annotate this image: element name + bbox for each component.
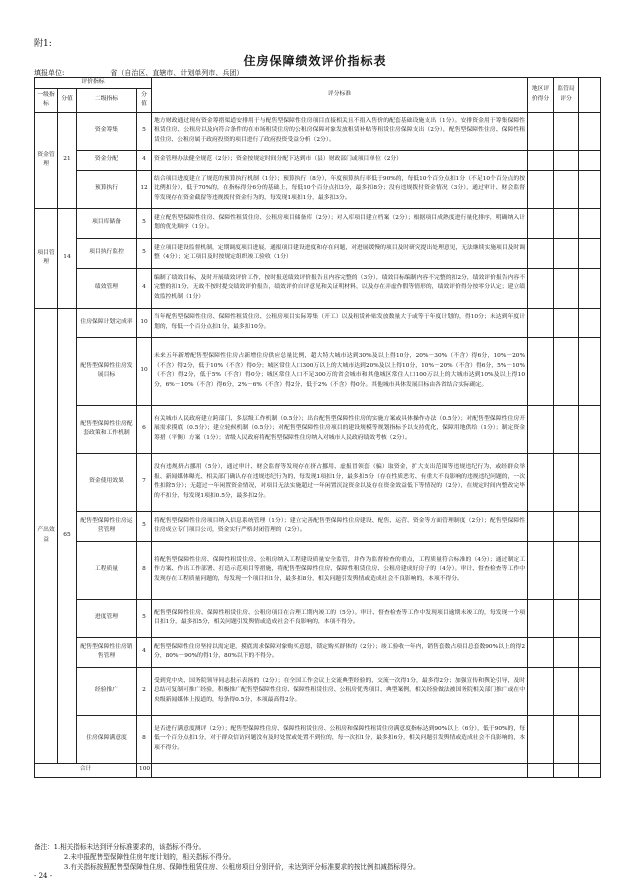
blank-cell <box>579 599 601 637</box>
header-standard: 评分标准 <box>152 78 528 113</box>
supervise-score-cell[interactable] <box>554 308 579 337</box>
supervise-score-cell[interactable] <box>554 715 579 763</box>
supervise-score-cell[interactable] <box>554 112 579 150</box>
indicator-name: 配售型保障性住房配套政策和工作机制 <box>77 405 137 453</box>
table-row <box>35 308 601 337</box>
indicator-score: 10 <box>137 308 152 337</box>
local-score-cell[interactable] <box>528 268 554 308</box>
indicator-standard: 是否进行满意度测评（2分）；配售型保障性住房、保障性租赁住房、公租房和保障性租赁住房满意度指标达到90%以上（6分），低于90%的，每低一个百分点扣1分，对于群众信访问题没有及时处置或处置不到位的，每一次扣1分，最多扣6分，相关问题引发舆情或造成社会不良影响的，本项不得分。 <box>152 715 528 763</box>
indicator-standard: 受到党中央、国务院领导同志批示表扬的（2分）；在全国工作会议上交流典型经验的，交流一次得1分，最多得2分；加强宣传和舆论引导，及时总结可复制可推广经验，积极推广配售型保障性住房、保障性租赁住房、公租房优秀项目、典型案例，相关经验做法被国务院相关部门推广或在中央级新闻媒体上报道的，每条得0.5分，本项最高得2分。 <box>152 667 528 715</box>
local-score-cell[interactable] <box>528 238 554 268</box>
indicator-standard: 地方财政通过现有资金筹措渠道安排用于与配售型保障性住房项目直接相关且不捐入售价的配套基础设施支出（1分）。安排资金用于筹集保障性租赁住房、公租房以及向符合条件的在市场租赁住房的公租房保障对象发放租赁补贴等租赁住房保障支出（2分），配售型保障性住房、保障性租赁住房、公租房属于政府投资的项目进行了政府投资受益分析（2分）。 <box>152 112 528 150</box>
indicator-name: 住房保障计划完成率 <box>77 308 137 337</box>
blank-cell <box>579 337 601 405</box>
blank-cell <box>579 405 601 453</box>
indicator-standard: 配售型保障性住房坚持以需定建，摸底需求保障对象购买意愿，锁定购买群体的（2分）；竣工验收一年内，销售套数占项目总套数90%以上的得2分，80%－90%的得1分，80%以下的不得分。 <box>152 637 528 667</box>
indicator-score: 4 <box>137 150 152 170</box>
indicator-name: 资金筹集 <box>77 112 137 150</box>
header-level1: 一级指标 <box>35 88 58 112</box>
local-score-cell[interactable] <box>528 308 554 337</box>
indicator-score: 5 <box>137 599 152 637</box>
blank-cell <box>579 268 601 308</box>
notes <box>34 842 420 872</box>
indicator-name: 配售型保障性住房发展目标 <box>77 337 137 405</box>
supervise-score-cell[interactable] <box>554 238 579 268</box>
table-row <box>35 208 601 238</box>
local-score-cell[interactable] <box>528 453 554 511</box>
indicator-score: 12 <box>137 170 152 208</box>
supervise-score-cell[interactable] <box>554 170 579 208</box>
indicator-name: 项目执行监控 <box>77 238 137 268</box>
blank-cell <box>579 637 601 667</box>
indicator-score: 5 <box>137 208 152 238</box>
table-row <box>35 112 601 150</box>
indicator-name: 配售型保障性住房销售管理 <box>77 637 137 667</box>
supervise-score-cell[interactable] <box>554 637 579 667</box>
indicator-name: 项目库储备 <box>77 208 137 238</box>
local-score-cell[interactable] <box>528 112 554 150</box>
indicator-score: 4 <box>137 637 152 667</box>
blank-cell <box>579 238 601 268</box>
table-row <box>35 541 601 599</box>
indicator-standard: 未来五年新增配售型保障性住房占新增住房供应总量比例，超大特大城市达到30%及以上得10分，20%－30%（不含）得6分，10%－20%（不含）得2分，低于10%（不含）得0分；城区常住人口300万以上的大城市达到20%及以上得10分，10%－20%（不含）得6分，5%－10%（不含）得2分，低于5%（不含）得0分；城区常住人口不足300万的省会城市和其他城区常住人口100万以上的大城市达到10%及以上得10分，6%－10%（不含）得6分，2%－6%（不含）得2分，低于2%（不含）得0分。其他城市具体发展目标由各省结合实际确定。 <box>152 337 528 405</box>
local-score-cell[interactable] <box>528 405 554 453</box>
local-score-cell[interactable] <box>528 599 554 637</box>
indicator-standard: 编制了绩效目标，及时开展绩效评价工作，按时报送绩效评价报告且内容完整的（3分），绩效目标编制内容不完整的扣2分，绩效评价报告内容不完整的扣1分，无故不按时提交绩效评价报告，绩效评价自评意见和关证明材料，以及存在弄虚作假等情形的，绩效评价得分按零分认定；建立绩效监控机制（1分） <box>152 268 528 308</box>
group-name: 产出效益 <box>35 308 58 763</box>
group-name: 资金管理 <box>35 112 58 208</box>
table-row <box>35 667 601 715</box>
local-score-cell[interactable] <box>528 667 554 715</box>
indicator-name: 绩效管理 <box>77 268 137 308</box>
table-row <box>35 715 601 763</box>
indicator-standard: 当年配售型保障性住房、保障性租赁住房、公租房项目实际筹集（开工）以及租赁补贴发放数量大于或等于年度计划的，得10分；未达到年度计划的，每低一个百分点扣1分，最多扣10分。 <box>152 308 528 337</box>
local-score-cell[interactable] <box>528 541 554 599</box>
table-row <box>35 238 601 268</box>
indicator-score: 5 <box>137 112 152 150</box>
indicator-name: 资金使用效果 <box>77 453 137 511</box>
indicator-score: 2 <box>137 667 152 715</box>
indicator-standard: 配售型保障性住房、保障性租赁住房、公租房项目在合理工期内竣工的（5分）。审计、督查检查等工作中发现项目逾期未竣工的，每发现一个项目扣1分，最多扣5分，相关问题引发舆情或造成社会不良影响的，本项不得分。 <box>152 599 528 637</box>
header-level2: 二级指标 <box>77 88 137 112</box>
indicator-score: 4 <box>137 268 152 308</box>
local-score-cell[interactable] <box>528 511 554 541</box>
note-line: 3.有关指标按照配售型保障性住房、保障性租赁住房、公租房项目分别评价，未达到评分标准要求的按比例扣减指标得分。 <box>64 863 420 871</box>
total-row <box>35 763 601 777</box>
indicator-standard: 将配售型保障性住房项目纳入信息系统管理（1分）；建立完善配售型保障性住房建设、配售、运营、资金等方面管理制度（2分）；配售型保障性住房成立专门项目公司，资金实行严格封闭管理的（2分）。 <box>152 511 528 541</box>
indicator-score: 10 <box>137 337 152 405</box>
header-local-score: 地区评价得分 <box>528 78 554 113</box>
blank-cell <box>579 150 601 170</box>
header-blank <box>579 78 601 113</box>
indicator-score: 7 <box>137 453 152 511</box>
indicator-standard: 结合项目进度建立了规范的预算执行机制（1分）；预算执行（8分），年度预算执行率低于90%的，每低10个百分点扣1分（不足10个百分点的按比例扣分），低于70%的，在指标得分6分的基础上，每低10个百分点扣3分，最多扣8分；没有违规拨付资金情况（3分），通过审计、财会监督等发现存在资金截留等违规拨付资金行为的，每发现1项扣1分，最多扣3分。 <box>152 170 528 208</box>
header-eval-indicator: 评价指标 <box>35 78 152 89</box>
table-row <box>35 170 601 208</box>
group-name: 项目管理 <box>35 208 58 308</box>
indicator-name: 预算执行 <box>77 170 137 208</box>
indicator-score: 5 <box>137 238 152 268</box>
indicator-standard: 建立配售型保障性住房、保障性租赁住房、公租房项目储备库（2分）；对入库项目建立档案（2分）；根据项目成熟度进行量化排序，明确纳入计划的优先顺序（1分）。 <box>152 208 528 238</box>
indicator-standard: 资金管理办法健全规范（2分）；资金按规定时间分配下达到市（县）财政部门或项目单位（2分） <box>152 150 528 170</box>
supervise-score-cell[interactable] <box>554 208 579 238</box>
local-score-cell[interactable] <box>528 637 554 667</box>
blank-cell <box>579 453 601 511</box>
indicator-score: 8 <box>137 715 152 763</box>
note-line: 2.未申报配售型保障性住房年度计划的，相关指标不得分。 <box>64 853 236 861</box>
table-row <box>35 405 601 453</box>
page-number: - 24 - <box>34 872 53 880</box>
blank-cell <box>579 208 601 238</box>
blank-cell <box>579 112 601 150</box>
local-score-cell[interactable] <box>528 150 554 170</box>
indicator-score: 5 <box>137 511 152 541</box>
header-supervise-score: 监管局评分 <box>554 78 579 113</box>
indicator-name: 住房保障满意度 <box>77 715 137 763</box>
table-row <box>35 599 601 637</box>
evaluation-table <box>34 77 601 778</box>
supervise-score-cell[interactable] <box>554 541 579 599</box>
fill-unit-suffix: 省（自治区、直辖市、计划单列市、兵团） <box>110 69 244 77</box>
fill-unit-label: 填报单位: <box>34 69 65 77</box>
total-score: 100 <box>137 763 152 777</box>
blank-cell <box>579 541 601 599</box>
group-score: 14 <box>58 208 77 308</box>
table-row <box>35 637 601 667</box>
indicator-name: 资金分配 <box>77 150 137 170</box>
appendix-label: 附1: <box>34 39 52 49</box>
indicator-score: 6 <box>137 405 152 453</box>
total-label: 合计 <box>35 763 137 777</box>
total-standard-cell <box>152 763 528 777</box>
blank-cell <box>579 667 601 715</box>
group-score: 65 <box>58 308 77 763</box>
table-row <box>35 268 601 308</box>
table-row <box>35 337 601 405</box>
blank-cell <box>579 308 601 337</box>
indicator-name: 经验推广 <box>77 667 137 715</box>
supervise-score-cell[interactable] <box>554 763 579 777</box>
supervise-score-cell[interactable] <box>554 667 579 715</box>
note-line: 备注：1.相关指标未达到评分标准要求的，该指标不得分。 <box>34 843 206 851</box>
local-score-cell[interactable] <box>528 763 554 777</box>
table-header <box>35 78 601 113</box>
indicator-name: 进度管理 <box>77 599 137 637</box>
local-score-cell[interactable] <box>528 208 554 238</box>
supervise-score-cell[interactable] <box>554 453 579 511</box>
blank-cell <box>579 763 601 777</box>
supervise-score-cell[interactable] <box>554 150 579 170</box>
table-row <box>35 453 601 511</box>
supervise-score-cell[interactable] <box>554 511 579 541</box>
indicator-score: 8 <box>137 541 152 599</box>
indicator-standard: 建立项目建设监督机制，定期调度项目进展，通报项目建设进度和存在问题，对进展缓慢的项目及时研究提出处理意见，无法继续实施项目及时调整（4分）；定工项目及时按规定组织竣工验收（1分） <box>152 238 528 268</box>
supervise-score-cell[interactable] <box>554 599 579 637</box>
local-score-cell[interactable] <box>528 170 554 208</box>
header-score: 分值 <box>58 88 77 112</box>
group-score: 21 <box>58 112 77 208</box>
local-score-cell[interactable] <box>528 715 554 763</box>
header-score2: 分值 <box>137 88 152 112</box>
table-body <box>35 112 601 777</box>
table-row <box>35 150 601 170</box>
blank-cell <box>579 715 601 763</box>
supervise-score-cell[interactable] <box>554 268 579 308</box>
local-score-cell[interactable] <box>528 337 554 405</box>
indicator-name: 工程质量 <box>77 541 137 599</box>
table-row <box>35 511 601 541</box>
indicator-name: 配售型保障性住房运营管理 <box>77 511 137 541</box>
page-title: 住房保障绩效评价指标表 <box>243 54 387 68</box>
indicator-standard: 有关城市人民政府建立跨部门、多层级工作机制（0.5分）；出台配售型保障性住房的实施方案或具体操作办法（0.5分）；对配售型保障性住房开展需求摸底（0.5分）；建立轮候机制（0.5分）；对配售型保障性住房项目的建设规模等规划指标予以支持优化，保障用地供给（1分）；制定资金筹措（平衡）方案（1分）；省级人民政府将配售型保障性住房纳入对城市人民政府绩效考核（2分）。 <box>152 405 528 453</box>
supervise-score-cell[interactable] <box>554 337 579 405</box>
indicator-standard: 将配售型保障性住房、保障性租赁住房、公租房纳入工程建设质量安全监管，并作为监督检查的重点，工程质量符合标准的（4分）；通过制定工作方案、作出工作部署、打造示范项目等措施，将配售型保障性住房、保障性租赁住房、公租房建成好房子的（4分）。审计、督查检查等工作中发现存在工程质量问题的，每发现一个项目扣1分，最多扣8分，相关问题引发舆情或造成社会不良影响的，本项不得分。 <box>152 541 528 599</box>
blank-cell <box>579 170 601 208</box>
supervise-score-cell[interactable] <box>554 405 579 453</box>
blank-cell <box>579 511 601 541</box>
indicator-standard: 没有违规挤占挪用（5分），通过审计、财会监督等发现存在挤占挪用、虚报冒领套（骗）取资金，扩大支出范围等违规违纪行为，或经群众举报、新闻媒体曝光、相关部门确认存在违规违纪行为的，每发现1项扣1分，最多扣5分（存在性质恶劣、有重大不良影响的违规违纪问题的，一次性扣除5分）；无超过一年闲置资金情况，对项目无法实施超过一年闲置沉淀资金以及存在资金效益低下等情况的（2分），在规定时间内整改完毕的不扣分，每发现1项扣0.5分，最多扣2分。 <box>152 453 528 511</box>
